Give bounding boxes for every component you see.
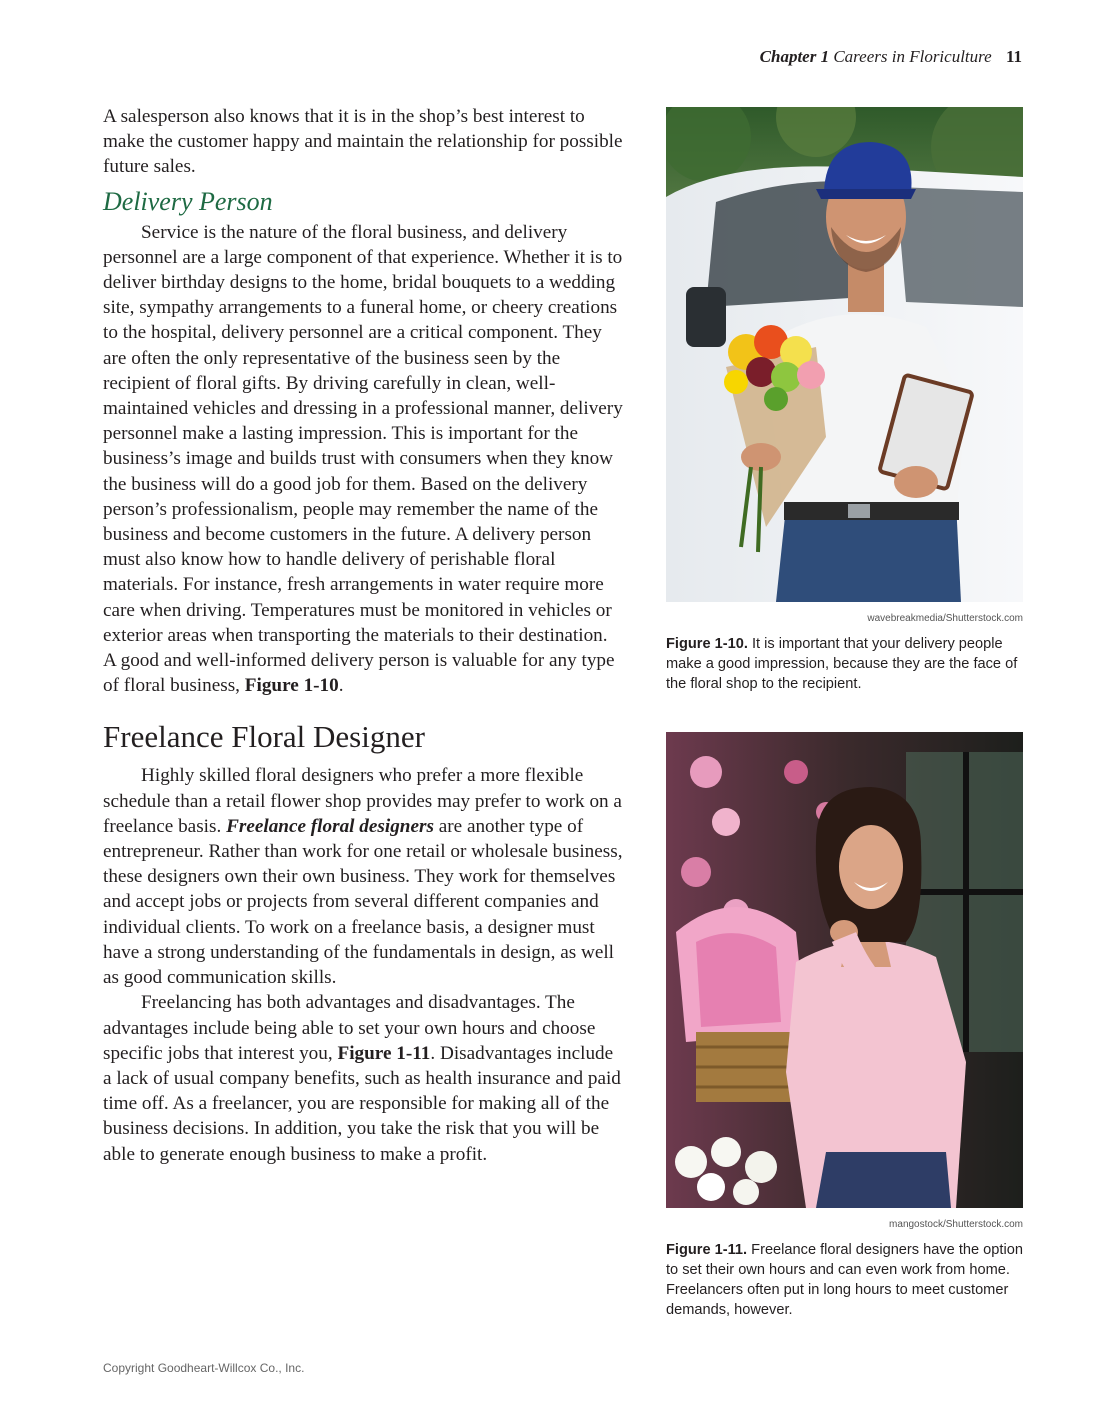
figure-1-10-reference: Figure 1-10 [244, 675, 339, 697]
freelance-p2-text-b: . Disadvantages include a lack of usual company benefits, such as health insurance and paid time off. As a freelancer, you are responsible for making all of the business decisions. In addition, you take the risk that you will be able to generate enough business to make a profit. [103, 1042, 621, 1165]
chapter-title: Careers in Floriculture [833, 47, 992, 66]
figure-1-10-label: Figure 1-10. [666, 636, 748, 652]
delivery-person-heading: Delivery Person [103, 186, 273, 216]
delivery-paragraph-end: . [338, 675, 344, 697]
freelance-paragraph-2 [103, 990, 623, 1166]
figure-1-11-caption-text: Freelance floral designers have the option to set their own hours and can even work from home. Freelancers often put in long hours to meet customer demands, however. [666, 1242, 1023, 1318]
figure-1-11-caption [666, 1240, 1026, 1320]
figure-1-11-photo [666, 732, 1023, 1208]
copyright-footer: Copyright Goodheart-Willcox Co., Inc. [103, 1361, 305, 1375]
delivery-man-illustration [666, 107, 1023, 602]
figure-1-11-label: Figure 1-11. [666, 1242, 748, 1258]
delivery-paragraph-text: Service is the nature of the floral business, and delivery personnel are a large component of that experience. Whether it is to deliver birthday designs to the home, bridal bouquets to a wedding site, sympathy arrangements to a funeral home, or cheery creations to the hospital, delivery personnel are a critical component. They are often the only representative of the business seen by the recipient of floral gifts. By driving carefully in clean, well-maintained vehicles and dressing in a professional manner, delivery personnel make a lasting impression. This is important for the business’s image and builds trust with consumers when they know the business will do a good job for them. Based on the delivery person’s professionalism, people may remember the name of the business and become customers in the future. A delivery person must also know how to handle delivery of perishable floral materials. For instance, fresh arrangements in water require more care when driving. Temperatures must be monitored in vehicles or exterior areas when transporting the materials to their destination. A good and well-informed delivery person is valuable for any type of floral business, [103, 221, 623, 697]
body-text-column [103, 104, 623, 1167]
freelance-term: Freelance floral designers [226, 815, 434, 837]
freelance-heading: Freelance Floral Designer [103, 719, 425, 755]
figure-1-10-photo [666, 107, 1023, 602]
delivery-paragraph [103, 220, 623, 699]
figure-1-11-credit: mangostock/Shutterstock.com [889, 1219, 1023, 1230]
freelance-p2-text-a: Freelancing has both advantages and disadvantages. The advantages include being able to set your own hours and choose specific jobs that interest you, [103, 992, 596, 1064]
freelance-p1-text-a: Highly skilled floral designers who prefer a more flexible schedule than a retail flower shop provides may prefer to work on a freelance basis. [103, 765, 622, 837]
figure-1-10-credit: wavebreakmedia/Shutterstock.com [867, 613, 1023, 624]
freelance-p1-text-b: are another type of entrepreneur. Rather than work for one retail or wholesale business, these designers own their own business. They work for themselves and accept jobs or projects from several different companies and individual clients. To work on a freelance basis, a designer must have a strong understanding of the fundamentals in design, as well as good communication skills. [103, 815, 623, 989]
freelance-paragraph-1 [103, 763, 623, 990]
chapter-number: Chapter 1 [759, 47, 830, 66]
figure-1-10-caption-text: It is important that your delivery people make a good impression, because they are the face of the floral shop to the recipient. [666, 636, 1018, 692]
page-number: 11 [1005, 47, 1022, 66]
figure-1-11-reference: Figure 1-11 [337, 1042, 431, 1064]
figure-1-10-caption [666, 634, 1026, 694]
intro-paragraph: A salesperson also knows that it is in the shop’s best interest to make the customer happy and maintain the relationship for possible future sales. [103, 106, 623, 178]
running-head [760, 47, 1022, 67]
freelance-designer-illustration [666, 732, 1023, 1208]
